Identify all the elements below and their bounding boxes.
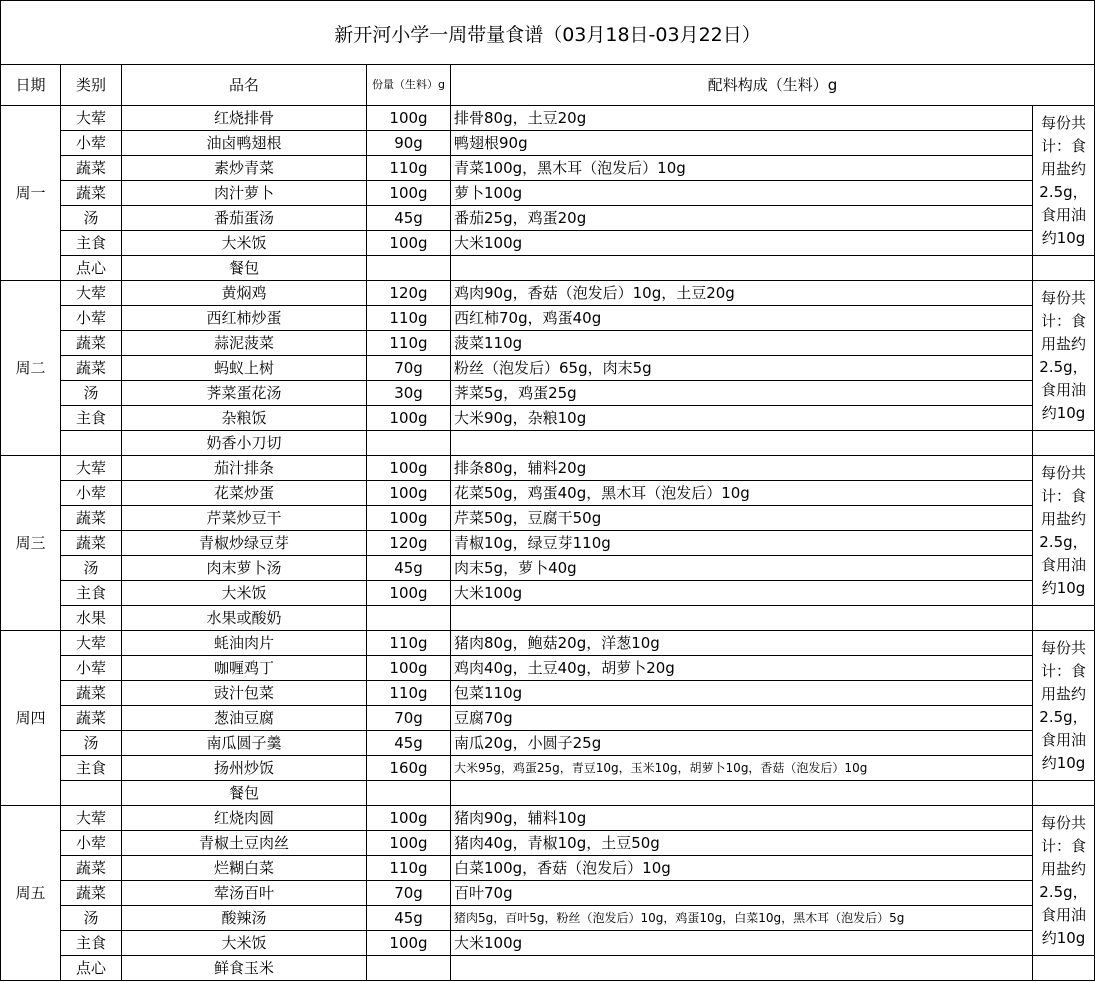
table-row: [1, 906, 1095, 931]
table-row: [1, 506, 1095, 531]
category-cell: 蔬菜: [61, 681, 122, 706]
category-cell: 大荤: [61, 106, 122, 131]
portion-cell: 70g: [367, 881, 451, 906]
category-cell: 蔬菜: [61, 356, 122, 381]
dish-cell: 酸辣汤: [122, 906, 367, 931]
category-cell: 主食: [61, 756, 122, 781]
ingredients-cell: 粉丝（泡发后）65g，肉末5g: [451, 356, 1033, 381]
table-row: [1, 706, 1095, 731]
nutrition-note: 每份共计：食用盐约2.5g，食用油约10g: [1033, 631, 1095, 781]
nutrition-note: 每份共计：食用盐约2.5g，食用油约10g: [1033, 456, 1095, 606]
dish-cell: 奶香小刀切: [122, 431, 367, 456]
category-cell: 大荤: [61, 456, 122, 481]
ingredients-cell: 包菜110g: [451, 681, 1033, 706]
ingredients-cell: 大米100g: [451, 931, 1033, 956]
portion-cell: 110g: [367, 631, 451, 656]
header-category: 类别: [61, 65, 122, 106]
table-row: [1, 881, 1095, 906]
table-row: [1, 631, 1095, 656]
table-row: [1, 856, 1095, 881]
portion-cell: 110g: [367, 306, 451, 331]
category-cell: 蔬菜: [61, 331, 122, 356]
category-cell: 水果: [61, 606, 122, 631]
dish-cell: 西红柿炒蛋: [122, 306, 367, 331]
day-cell: 周一: [1, 106, 61, 281]
table-row: [1, 331, 1095, 356]
table-row: [1, 231, 1095, 256]
ingredients-cell: 番茄25g，鸡蛋20g: [451, 206, 1033, 231]
category-cell: 汤: [61, 206, 122, 231]
table-row: [1, 531, 1095, 556]
ingredients-cell: 大米100g: [451, 231, 1033, 256]
dish-cell: 花菜炒蛋: [122, 481, 367, 506]
category-cell: 小荤: [61, 306, 122, 331]
nutrition-note: 每份共计：食用盐约2.5g，食用油约10g: [1033, 106, 1095, 256]
header-dish: 品名: [122, 65, 367, 106]
portion-cell: 70g: [367, 706, 451, 731]
dish-cell: 咖喱鸡丁: [122, 656, 367, 681]
dish-cell: 餐包: [122, 256, 367, 281]
table-row: [1, 656, 1095, 681]
table-row: [1, 681, 1095, 706]
dish-cell: 红烧肉圆: [122, 806, 367, 831]
portion-cell: [367, 606, 451, 631]
ingredients-cell: 南瓜20g，小圆子25g: [451, 731, 1033, 756]
header-date: 日期: [1, 65, 61, 106]
category-cell: 小荤: [61, 481, 122, 506]
category-cell: 蔬菜: [61, 506, 122, 531]
dish-cell: 青椒炒绿豆芽: [122, 531, 367, 556]
portion-cell: 110g: [367, 156, 451, 181]
portion-cell: 100g: [367, 931, 451, 956]
table-row: [1, 306, 1095, 331]
dish-cell: 肉末萝卜汤: [122, 556, 367, 581]
dish-cell: 芹菜炒豆干: [122, 506, 367, 531]
category-cell: 大荤: [61, 631, 122, 656]
category-cell: [61, 431, 122, 456]
table-row: [1, 381, 1095, 406]
ingredients-cell: 大米95g，鸡蛋25g，青豆10g，玉米10g，胡萝卜10g，香菇（泡发后）10g: [451, 756, 1033, 781]
empty-note-cell: [1033, 956, 1095, 981]
ingredients-cell: 肉末5g，萝卜40g: [451, 556, 1033, 581]
category-cell: 小荤: [61, 656, 122, 681]
portion-cell: 120g: [367, 281, 451, 306]
empty-note-cell: [1033, 431, 1095, 456]
portion-cell: 100g: [367, 106, 451, 131]
category-cell: 汤: [61, 381, 122, 406]
ingredients-cell: [451, 956, 1033, 981]
portion-cell: 100g: [367, 231, 451, 256]
category-cell: 大荤: [61, 806, 122, 831]
table-row: [1, 606, 1095, 631]
ingredients-cell: 菠菜110g: [451, 331, 1033, 356]
ingredients-cell: 排条80g，辅料20g: [451, 456, 1033, 481]
portion-cell: 100g: [367, 406, 451, 431]
dish-cell: 大米饭: [122, 231, 367, 256]
category-cell: 蔬菜: [61, 706, 122, 731]
ingredients-cell: 花菜50g，鸡蛋40g，黑木耳（泡发后）10g: [451, 481, 1033, 506]
nutrition-note: 每份共计：食用盐约2.5g，食用油约10g: [1033, 281, 1095, 431]
table-row: [1, 181, 1095, 206]
category-cell: 主食: [61, 406, 122, 431]
ingredients-cell: 白菜100g，香菇（泡发后）10g: [451, 856, 1033, 881]
category-cell: 蔬菜: [61, 531, 122, 556]
ingredients-cell: 猪肉40g，青椒10g，土豆50g: [451, 831, 1033, 856]
menu-table: [0, 64, 1095, 981]
dish-cell: 红烧排骨: [122, 106, 367, 131]
portion-cell: 45g: [367, 206, 451, 231]
table-row: [1, 131, 1095, 156]
ingredients-cell: 青椒10g，绿豆芽110g: [451, 531, 1033, 556]
dish-cell: 茄汁排条: [122, 456, 367, 481]
portion-cell: 100g: [367, 506, 451, 531]
dish-cell: 素炒青菜: [122, 156, 367, 181]
portion-cell: 30g: [367, 381, 451, 406]
portion-cell: 110g: [367, 331, 451, 356]
category-cell: 蔬菜: [61, 156, 122, 181]
dish-cell: 油卤鸭翅根: [122, 131, 367, 156]
dish-cell: 葱油豆腐: [122, 706, 367, 731]
category-cell: 蔬菜: [61, 856, 122, 881]
dish-cell: 蚝油肉片: [122, 631, 367, 656]
ingredients-cell: 大米100g: [451, 581, 1033, 606]
table-row: [1, 256, 1095, 281]
empty-note-cell: [1033, 256, 1095, 281]
portion-cell: 100g: [367, 456, 451, 481]
portion-cell: [367, 781, 451, 806]
category-cell: 蔬菜: [61, 881, 122, 906]
category-cell: 小荤: [61, 831, 122, 856]
dish-cell: 杂粮饭: [122, 406, 367, 431]
category-cell: 汤: [61, 906, 122, 931]
table-row: [1, 956, 1095, 981]
dish-cell: 水果或酸奶: [122, 606, 367, 631]
ingredients-cell: 豆腐70g: [451, 706, 1033, 731]
portion-cell: 160g: [367, 756, 451, 781]
nutrition-note: 每份共计：食用盐约2.5g，食用油约10g: [1033, 806, 1095, 956]
category-cell: 汤: [61, 556, 122, 581]
ingredients-cell: 猪肉90g，辅料10g: [451, 806, 1033, 831]
dish-cell: 青椒土豆肉丝: [122, 831, 367, 856]
table-row: [1, 206, 1095, 231]
empty-note-cell: [1033, 606, 1095, 631]
table-row: [1, 781, 1095, 806]
category-cell: 汤: [61, 731, 122, 756]
ingredients-cell: [451, 431, 1033, 456]
portion-cell: 100g: [367, 656, 451, 681]
category-cell: [61, 781, 122, 806]
sheet-title: 新开河小学一周带量食谱（03月18日-03月22日）: [0, 0, 1095, 65]
portion-cell: 70g: [367, 356, 451, 381]
table-row: [1, 556, 1095, 581]
category-cell: 小荤: [61, 131, 122, 156]
table-row: [1, 356, 1095, 381]
ingredients-cell: 西红柿70g，鸡蛋40g: [451, 306, 1033, 331]
category-cell: 大荤: [61, 281, 122, 306]
empty-note-cell: [1033, 781, 1095, 806]
dish-cell: 番茄蛋汤: [122, 206, 367, 231]
ingredients-cell: 大米90g，杂粮10g: [451, 406, 1033, 431]
table-row: [1, 931, 1095, 956]
portion-cell: [367, 256, 451, 281]
dish-cell: 烂糊白菜: [122, 856, 367, 881]
ingredients-cell: [451, 606, 1033, 631]
ingredients-cell: 鸭翅根90g: [451, 131, 1033, 156]
table-row: [1, 456, 1095, 481]
table-row: [1, 406, 1095, 431]
category-cell: 主食: [61, 931, 122, 956]
day-cell: 周二: [1, 281, 61, 456]
table-row: [1, 431, 1095, 456]
category-cell: 点心: [61, 256, 122, 281]
dish-cell: 黄焖鸡: [122, 281, 367, 306]
category-cell: 蔬菜: [61, 181, 122, 206]
header-portion: 份量（生料）g: [367, 65, 451, 106]
portion-cell: 100g: [367, 481, 451, 506]
portion-cell: 110g: [367, 681, 451, 706]
ingredients-cell: 百叶70g: [451, 881, 1033, 906]
table-row: [1, 106, 1095, 131]
ingredients-cell: 猪肉80g，鲍菇20g，洋葱10g: [451, 631, 1033, 656]
ingredients-cell: 排骨80g，土豆20g: [451, 106, 1033, 131]
header-row: [1, 65, 1095, 106]
table-row: [1, 481, 1095, 506]
ingredients-cell: 猪肉5g，百叶5g，粉丝（泡发后）10g，鸡蛋10g，白菜10g，黑木耳（泡发后）5g: [451, 906, 1033, 931]
portion-cell: 120g: [367, 531, 451, 556]
table-row: [1, 156, 1095, 181]
category-cell: 主食: [61, 231, 122, 256]
portion-cell: [367, 956, 451, 981]
dish-cell: 荤汤百叶: [122, 881, 367, 906]
dish-cell: 扬州炒饭: [122, 756, 367, 781]
ingredients-cell: 鸡肉40g，土豆40g，胡萝卜20g: [451, 656, 1033, 681]
category-cell: 点心: [61, 956, 122, 981]
day-cell: 周五: [1, 806, 61, 981]
table-row: [1, 281, 1095, 306]
dish-cell: 大米饭: [122, 581, 367, 606]
portion-cell: [367, 431, 451, 456]
portion-cell: 110g: [367, 856, 451, 881]
table-row: [1, 731, 1095, 756]
portion-cell: 90g: [367, 131, 451, 156]
day-cell: 周三: [1, 456, 61, 631]
portion-cell: 100g: [367, 806, 451, 831]
ingredients-cell: 鸡肉90g，香菇（泡发后）10g，土豆20g: [451, 281, 1033, 306]
category-cell: 主食: [61, 581, 122, 606]
dish-cell: 餐包: [122, 781, 367, 806]
portion-cell: 100g: [367, 581, 451, 606]
table-row: [1, 756, 1095, 781]
dish-cell: 肉汁萝卜: [122, 181, 367, 206]
day-cell: 周四: [1, 631, 61, 806]
dish-cell: 大米饭: [122, 931, 367, 956]
header-ingredients: 配料构成（生料）g: [451, 65, 1095, 106]
dish-cell: 鲜食玉米: [122, 956, 367, 981]
dish-cell: 荠菜蛋花汤: [122, 381, 367, 406]
ingredients-cell: [451, 256, 1033, 281]
portion-cell: 100g: [367, 831, 451, 856]
portion-cell: 45g: [367, 731, 451, 756]
dish-cell: 蒜泥菠菜: [122, 331, 367, 356]
dish-cell: 蚂蚁上树: [122, 356, 367, 381]
ingredients-cell: 青菜100g，黑木耳（泡发后）10g: [451, 156, 1033, 181]
portion-cell: 45g: [367, 556, 451, 581]
dish-cell: 豉汁包菜: [122, 681, 367, 706]
ingredients-cell: 荠菜5g，鸡蛋25g: [451, 381, 1033, 406]
dish-cell: 南瓜圆子羹: [122, 731, 367, 756]
table-row: [1, 831, 1095, 856]
table-row: [1, 806, 1095, 831]
portion-cell: 45g: [367, 906, 451, 931]
ingredients-cell: 芹菜50g，豆腐干50g: [451, 506, 1033, 531]
ingredients-cell: 萝卜100g: [451, 181, 1033, 206]
ingredients-cell: [451, 781, 1033, 806]
table-row: [1, 581, 1095, 606]
portion-cell: 100g: [367, 181, 451, 206]
